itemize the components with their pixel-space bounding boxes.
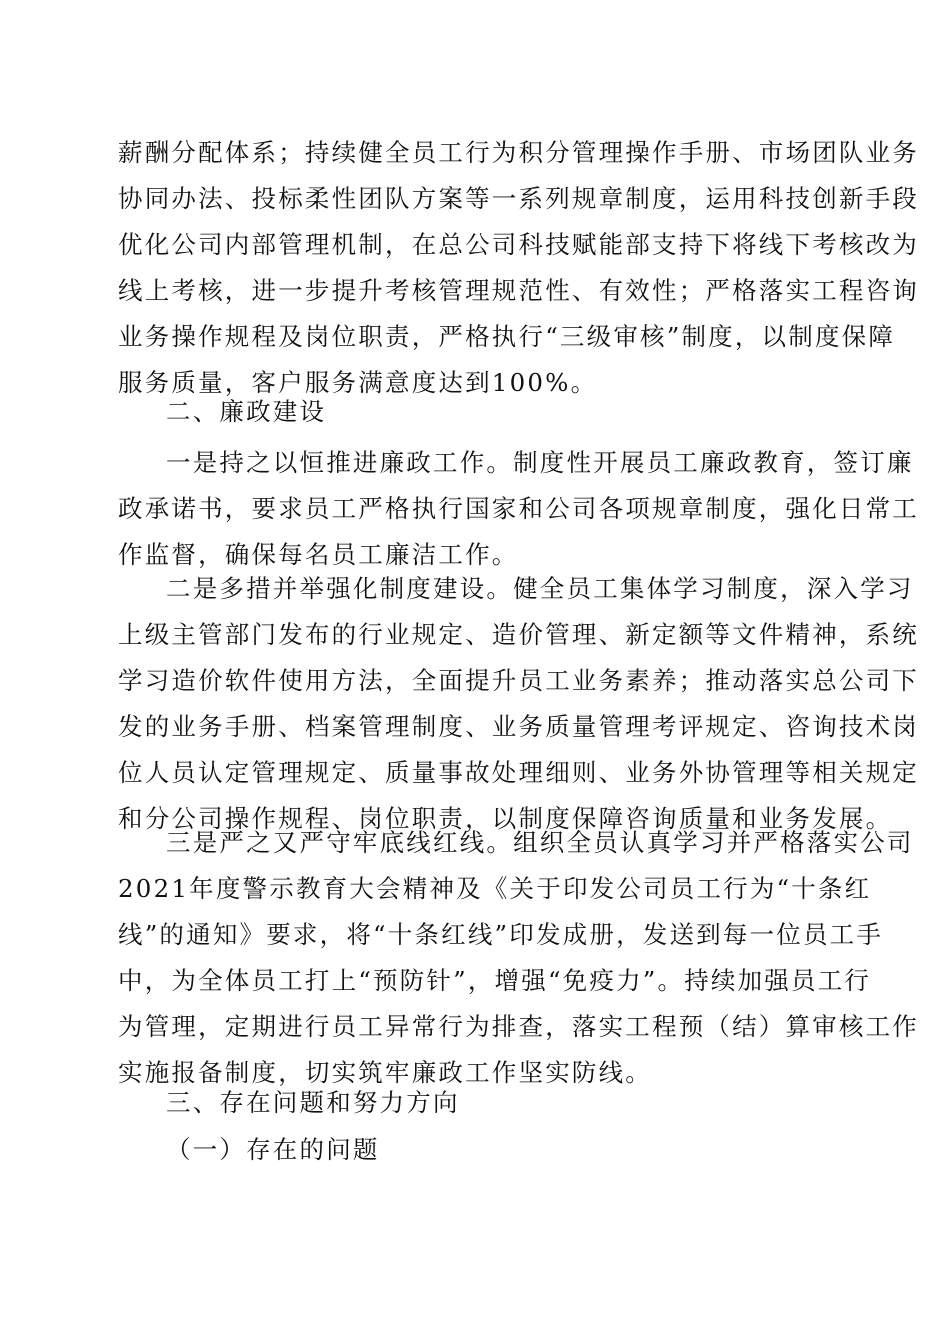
paragraph-system-building <box>118 566 919 842</box>
text-line: 政承诺书，要求员工严格执行国家和公司各项规章制度，强化日常工 <box>118 494 919 523</box>
text-line: 实施报备制度，切实筑牢廉政工作坚实防线。 <box>118 1058 652 1087</box>
text-line: 位人员认定管理规定、质量事故处理细则、业务外协管理等相关规定 <box>118 758 919 787</box>
text-line: 2021年度警示教育大会精神及《关于印发公司员工行为“十条红 <box>118 874 872 903</box>
section-heading-problems: 三、存在问题和努力方向 <box>166 1088 460 1117</box>
subsection-heading-existing-problems: （一）存在的问题 <box>166 1135 380 1164</box>
paragraph-red-lines <box>118 820 919 1096</box>
text-line: 学习造价软件使用方法，全面提升员工业务素养；推动落实总公司下 <box>118 666 919 695</box>
text-line: 中，为全体员工打上“预防针”，增强“免疫力”。持续加强员工行 <box>118 966 872 995</box>
text-line: 线”的通知》要求，将“十条红线”印发成册，发送到每一位员工手 <box>118 920 884 949</box>
text-line: 一是持之以恒推进廉政工作。制度性开展员工廉政教育，签订廉 <box>166 448 914 477</box>
text-line: 服务质量，客户服务满意度达到100%。 <box>118 368 598 397</box>
text-line: 为管理，定期进行员工异常行为排查，落实工程预（结）算审核工作 <box>118 1012 919 1041</box>
text-line: 业务操作规程及岗位职责，严格执行“三级审核”制度，以制度保障 <box>118 322 896 351</box>
text-line: 线上考核，进一步提升考核管理规范性、有效性；严格落实工程咨询 <box>118 276 919 305</box>
text-line: 协同办法、投标柔性团队方案等一系列规章制度，运用科技创新手段 <box>118 184 919 213</box>
text-line: 作监督，确保每名员工廉洁工作。 <box>118 540 519 569</box>
text-line: 发的业务手册、档案管理制度、业务质量管理考评规定、咨询技术岗 <box>118 712 919 741</box>
text-line: 三是严之又严守牢底线红线。组织全员认真学习并严格落实公司 <box>166 828 914 857</box>
text-line: 优化公司内部管理机制，在总公司科技赋能部支持下将线下考核改为 <box>118 230 919 259</box>
text-line: 和分公司操作规程、岗位职责，以制度保障咨询质量和业务发展。 <box>118 804 893 833</box>
paragraph-salary-system <box>118 130 919 406</box>
text-line: 二是多措并举强化制度建设。健全员工集体学习制度，深入学习 <box>166 574 914 603</box>
text-line: 薪酬分配体系；持续健全员工行为积分管理操作手册、市场团队业务 <box>118 138 919 167</box>
text-line: 上级主管部门发布的行业规定、造价管理、新定额等文件精神，系统 <box>118 620 919 649</box>
section-heading-integrity: 二、廉政建设 <box>166 397 327 426</box>
paragraph-integrity-work <box>118 440 919 578</box>
